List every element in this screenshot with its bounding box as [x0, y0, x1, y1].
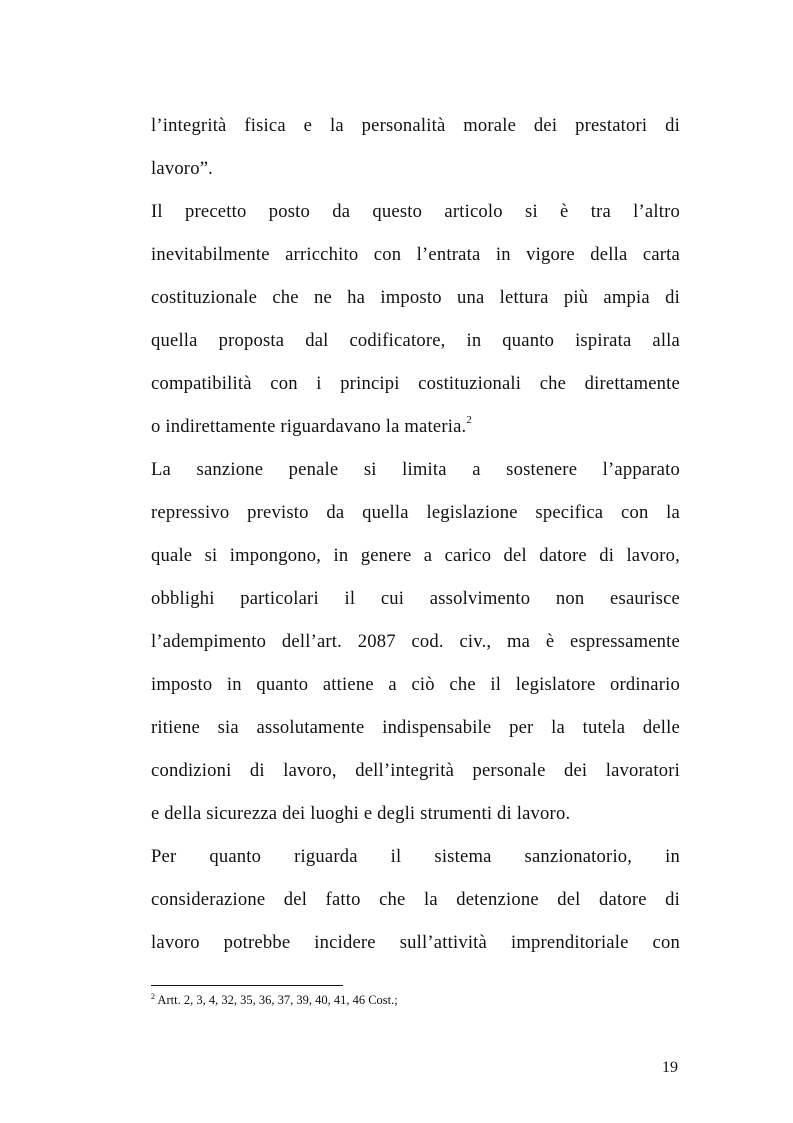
- body-line-1: l’integrità fisica e la personalità morale dei prestatori di: [151, 115, 680, 136]
- footnote-marker: 2: [151, 991, 155, 1001]
- body-line-16: condizioni di lavoro, dell’integrità personale dei lavoratori: [151, 760, 680, 781]
- body-line-7: compatibilità con i principi costituzionali che direttamente: [151, 373, 680, 394]
- body-line-15: ritiene sia assolutamente indispensabile per la tutela delle: [151, 717, 680, 738]
- body-line-4: inevitabilmente arricchito con l’entrata in vigore della carta: [151, 244, 680, 265]
- body-line-9: La sanzione penale si limita a sostenere l’apparato: [151, 459, 680, 480]
- body-line-13: l’adempimento dell’art. 2087 cod. civ., ma è espressamente: [151, 631, 680, 652]
- page-number: 19: [662, 1059, 678, 1076]
- body-line-18: Per quanto riguarda il sistema sanzionatorio, in: [151, 846, 680, 867]
- body-line-6: quella proposta dal codificatore, in quanto ispirata alla: [151, 330, 680, 351]
- body-line-17: e della sicurezza dei luoghi e degli strumenti di lavoro.: [151, 803, 571, 824]
- body-line-5: costituzionale che ne ha imposto una lettura più ampia di: [151, 287, 680, 308]
- body-line-12: obblighi particolari il cui assolvimento non esaurisce: [151, 588, 680, 609]
- body-line-2: lavoro”.: [151, 158, 214, 179]
- footnote-reference: 2: [466, 413, 473, 426]
- body-line-11: quale si impongono, in genere a carico del datore di lavoro,: [151, 545, 680, 566]
- body-line-10: repressivo previsto da quella legislazione specifica con la: [151, 502, 680, 523]
- body-line-8-text: o indirettamente riguardavano la materia.: [151, 416, 467, 437]
- footnote: [151, 992, 398, 1008]
- body-line-19: considerazione del fatto che la detenzione del datore di: [151, 889, 680, 910]
- body-line-20: lavoro potrebbe incidere sull’attività imprenditoriale con: [151, 932, 680, 953]
- body-line-14: imposto in quanto attiene a ciò che il legislatore ordinario: [151, 674, 680, 695]
- footnote-text: Artt. 2, 3, 4, 32, 35, 36, 37, 39, 40, 41, 46 Cost.;: [155, 993, 398, 1007]
- footnote-divider: [151, 985, 343, 986]
- body-line-3: Il precetto posto da questo articolo si è tra l’altro: [151, 201, 680, 222]
- body-line-8: [151, 413, 680, 438]
